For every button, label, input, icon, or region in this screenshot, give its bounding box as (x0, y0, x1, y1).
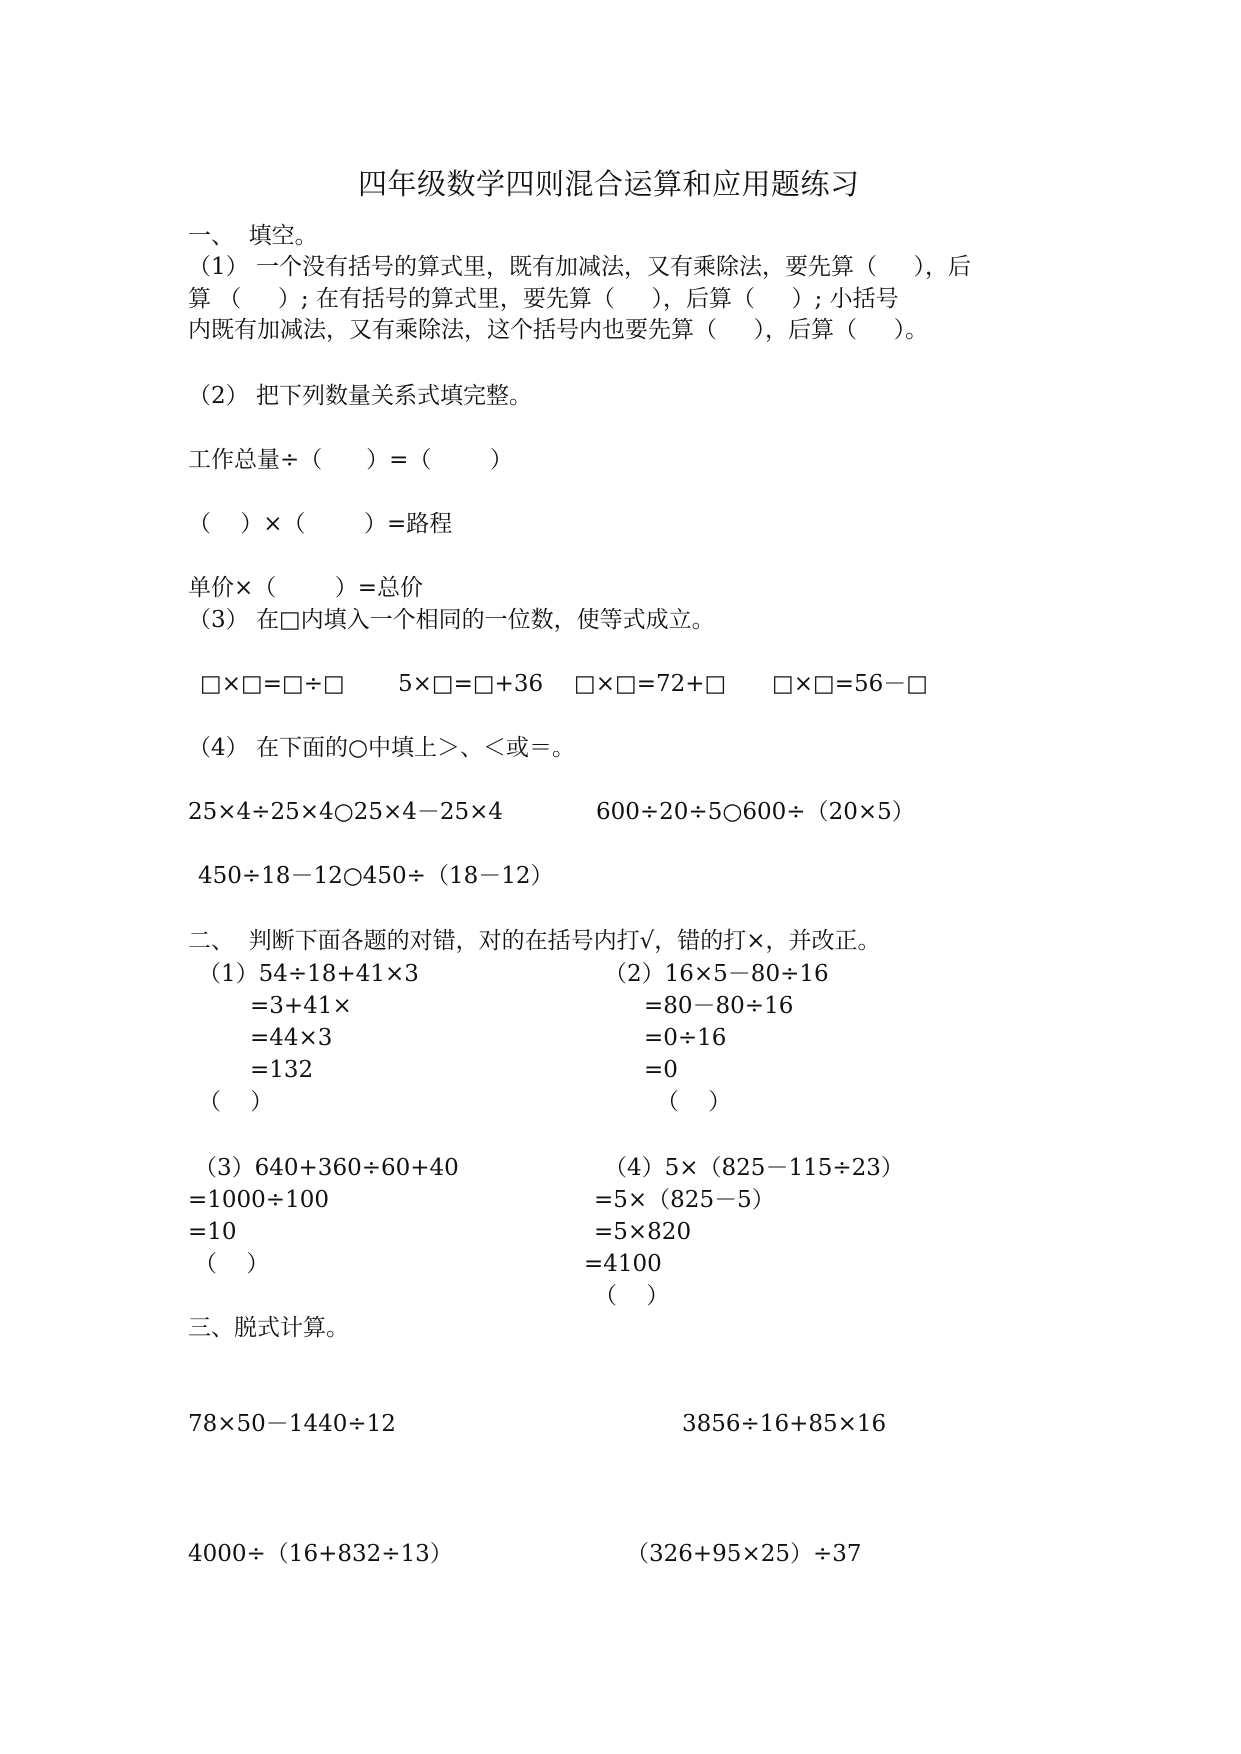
calc-expression-3: 4000÷（16+832÷13） (188, 1541, 453, 1567)
q3-equation-1: □×□=□÷□ (200, 671, 345, 697)
p1-title: （1）54÷18+41×3 (198, 961, 419, 987)
p3-step1: =1000÷100 (188, 1187, 329, 1213)
q2-formula-work: 工作总量÷（ ）=（ ） (188, 447, 513, 473)
section3-heading: 三、脱式计算。 (188, 1315, 349, 1341)
p4-title: （4）5×（825－115÷23） (604, 1155, 904, 1181)
q3-prompt: （3） 在□内填入一个相同的一位数，使等式成立。 (188, 607, 715, 633)
q2-formula-distance: （ ）×（ ）=路程 (188, 511, 453, 537)
p4-answer-brackets: （ ） (594, 1283, 670, 1309)
p3-answer-brackets: （ ） (194, 1251, 270, 1277)
p4-step3: =4100 (584, 1251, 662, 1277)
p2-step2: =0÷16 (644, 1025, 727, 1051)
p1-step1: =3+41× (250, 993, 352, 1019)
p4-step2: =5×820 (594, 1219, 692, 1245)
calc-expression-1: 78×50－1440÷12 (188, 1411, 396, 1437)
calc-expression-2: 3856÷16+85×16 (682, 1411, 887, 1437)
p2-step1: =80－80÷16 (644, 993, 794, 1019)
p4-step1: =5×（825－5） (594, 1187, 775, 1213)
q4-compare-3: 450÷18－12○450÷（18－12） (198, 863, 554, 889)
p1-step2: =44×3 (250, 1025, 333, 1051)
q3-equation-2: 5×□=□+36 (398, 671, 544, 697)
page-title: 四年级数学四则混合运算和应用题练习 (358, 167, 860, 201)
p2-answer-brackets: （ ） (656, 1089, 732, 1115)
q3-equation-3: □×□=72+□ (574, 671, 727, 697)
q4-compare-2: 600÷20÷5○600÷（20×5） (596, 799, 915, 825)
section1-heading: 一、 填空。 (188, 223, 318, 249)
p2-step3: =0 (644, 1057, 678, 1083)
p3-title: （3）640+360÷60+40 (194, 1155, 459, 1181)
q1-line1: （1） 一个没有括号的算式里，既有加减法，又有乘除法，要先算（ ），后 (188, 254, 971, 280)
q2-formula-price: 单价×（ ）=总价 (188, 575, 424, 601)
q1-line2: 算 （ ）; 在有括号的算式里，要先算（ ），后算（ ）; 小括号 (188, 286, 899, 312)
calc-expression-4: （326+95×25）÷37 (626, 1541, 862, 1567)
q2-prompt: （2） 把下列数量关系式填完整。 (188, 383, 532, 409)
p1-answer-brackets: （ ） (198, 1089, 274, 1115)
q1-line3: 内既有加减法，又有乘除法，这个括号内也要先算（ ），后算（ ）。 (188, 317, 929, 343)
q3-equation-4: □×□=56－□ (772, 671, 929, 697)
p2-title: （2）16×5－80÷16 (604, 961, 829, 987)
p3-step2: =10 (188, 1219, 237, 1245)
q4-prompt: （4） 在下面的○中填上＞、＜或＝。 (188, 735, 576, 761)
section2-heading: 二、 判断下面各题的对错，对的在括号内打√，错的打×，并改正。 (188, 928, 881, 954)
p1-step3: =132 (250, 1057, 314, 1083)
q4-compare-1: 25×4÷25×4○25×4－25×4 (188, 799, 504, 825)
